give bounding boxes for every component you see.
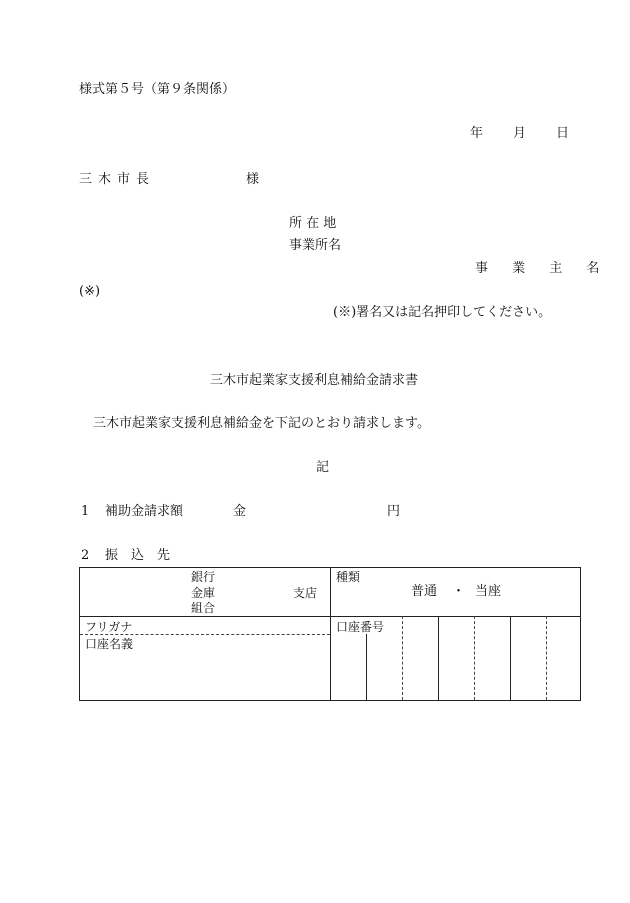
account-holder-label: 口座名義 xyxy=(85,637,134,651)
item1-kin: 金 xyxy=(233,504,247,519)
office-name-label: 事業所名 xyxy=(289,238,342,253)
account-number-box-line xyxy=(366,634,367,700)
owner-name-label: 事 業 主 名 xyxy=(475,261,610,276)
date-day: 日 xyxy=(556,126,570,141)
body-text: 三木市起業家支援利息補給金を下記のとおり請求します。 xyxy=(93,416,430,431)
item1-label: 補助金請求額 xyxy=(105,504,184,519)
date-year: 年 xyxy=(470,126,484,141)
ki-heading: 記 xyxy=(316,460,330,475)
document-title: 三木市起業家支援利息補給金請求書 xyxy=(210,373,419,388)
account-type-label: 種類 xyxy=(336,570,361,584)
item1-number: 1 xyxy=(81,504,90,519)
furigana-dash-line xyxy=(80,634,330,635)
account-number-label: 口座番号 xyxy=(336,620,385,634)
branch-label: 支店 xyxy=(293,586,318,600)
account-type-futsu: 普通 xyxy=(411,584,438,599)
signature-note: (※)署名又は記名押印してください。 xyxy=(333,305,552,320)
form-number: 様式第５号（第９条関係） xyxy=(79,82,236,97)
account-type-toza: 当座 xyxy=(475,584,502,599)
addressee-honorific: 様 xyxy=(246,172,260,187)
bank-type-bank: 銀行 xyxy=(191,570,216,584)
account-number-box-line xyxy=(510,616,511,700)
addressee-name: 三木市長 xyxy=(79,172,156,187)
bank-table-row-divider xyxy=(80,616,580,617)
account-number-box-line xyxy=(546,616,547,700)
date-month: 月 xyxy=(513,126,527,141)
account-number-box-line xyxy=(438,616,439,700)
address-label: 所 在 地 xyxy=(289,216,337,231)
bank-type-shinkin: 金庫 xyxy=(191,586,216,600)
account-number-box-line xyxy=(474,616,475,700)
item2-number: 2 xyxy=(81,548,90,563)
account-number-box-line xyxy=(402,616,403,700)
furigana-label: フリガナ xyxy=(85,620,133,634)
account-type-separator: ・ xyxy=(452,584,466,599)
note-mark: (※) xyxy=(79,284,101,299)
bank-table xyxy=(79,567,581,701)
item1-yen: 円 xyxy=(387,504,401,519)
bank-type-kumiai: 組合 xyxy=(191,601,216,615)
bank-table-divider xyxy=(330,568,331,700)
item2-label: 振 込 先 xyxy=(105,548,171,563)
